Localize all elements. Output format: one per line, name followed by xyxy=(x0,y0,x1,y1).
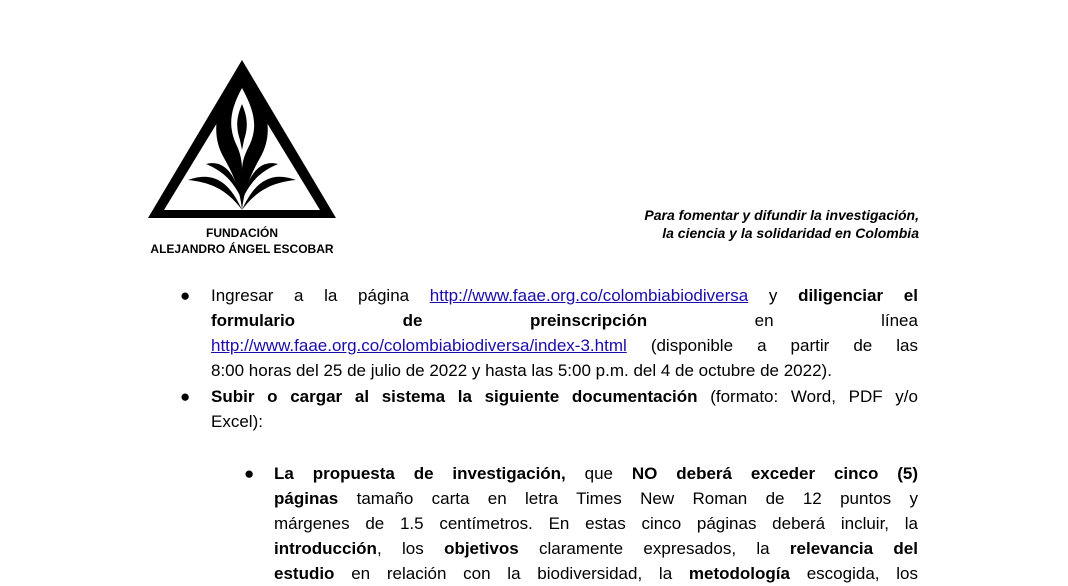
subitem1-line5 xyxy=(274,561,918,586)
bold-text: metodología xyxy=(688,564,790,583)
text: escogida, los xyxy=(806,564,918,583)
subitem1-line2 xyxy=(274,486,918,511)
text: y xyxy=(768,286,778,305)
text: (formato: Word, PDF y/o xyxy=(710,387,918,406)
bold-text: preinscripción xyxy=(529,311,648,330)
bold-text: introducción xyxy=(274,539,377,558)
bold-text: NO deberá exceder cinco (5) xyxy=(631,464,918,483)
text: en relación con la biodiversidad, la xyxy=(351,564,673,583)
item2-line1 xyxy=(211,384,918,409)
bullet-icon: ● xyxy=(180,286,191,305)
bold-text: objetivos xyxy=(444,539,519,558)
subitem1-line1 xyxy=(274,461,918,486)
text: que xyxy=(584,464,614,483)
motto-line1: Para fomentar y difundir la investigación, xyxy=(644,207,919,223)
motto-line2: la ciencia y la solidaridad en Colombia xyxy=(662,225,919,241)
text: en xyxy=(754,311,774,330)
item1-line4: 8:00 horas del 25 de julio de 2022 y hasta las 5:00 p.m. del 4 de octubre de 2022). xyxy=(211,361,832,380)
bold-text: páginas xyxy=(274,489,339,508)
bold-text: La propuesta de investigación, xyxy=(274,464,566,483)
item1-line2 xyxy=(211,308,918,333)
text: línea xyxy=(881,311,918,330)
subitem1-line3: márgenes de 1.5 centímetros. En estas cinco páginas deberá incluir, la xyxy=(274,514,918,533)
bold-text: relevancia del xyxy=(789,539,918,558)
org-name-line2: ALEJANDRO ÁNGEL ESCOBAR xyxy=(150,242,334,256)
subitem1-line4 xyxy=(274,536,918,561)
text: , los xyxy=(376,539,424,558)
link-colombiabiodiversa[interactable]: http://www.faae.org.co/colombiabiodiversa xyxy=(429,286,749,305)
bold-text: formulario xyxy=(211,311,296,330)
bold-text: diligenciar el xyxy=(798,286,918,305)
bold-text: estudio xyxy=(274,564,335,583)
item2-line2: Excel): xyxy=(211,412,263,431)
text: tamaño carta en letra Times New Roman de 12 puntos y xyxy=(356,489,918,508)
item1-line3 xyxy=(211,333,918,358)
bold-text: Subir o cargar al sistema la siguiente documentación xyxy=(211,387,698,406)
bold-text: de xyxy=(402,311,423,330)
text: Ingresar a la página xyxy=(211,286,410,305)
bullet-icon: ● xyxy=(244,464,255,483)
item1-line1 xyxy=(211,283,918,308)
text: claramente expresados, la xyxy=(539,539,770,558)
text: (disponible a partir de las xyxy=(650,336,918,355)
org-name-line1: FUNDACIÓN xyxy=(206,226,278,240)
bullet-icon: ● xyxy=(180,387,191,406)
link-preinscription-form[interactable]: http://www.faae.org.co/colombiabiodiversa/index-3.html xyxy=(211,336,627,355)
foundation-logo-icon xyxy=(148,60,336,218)
